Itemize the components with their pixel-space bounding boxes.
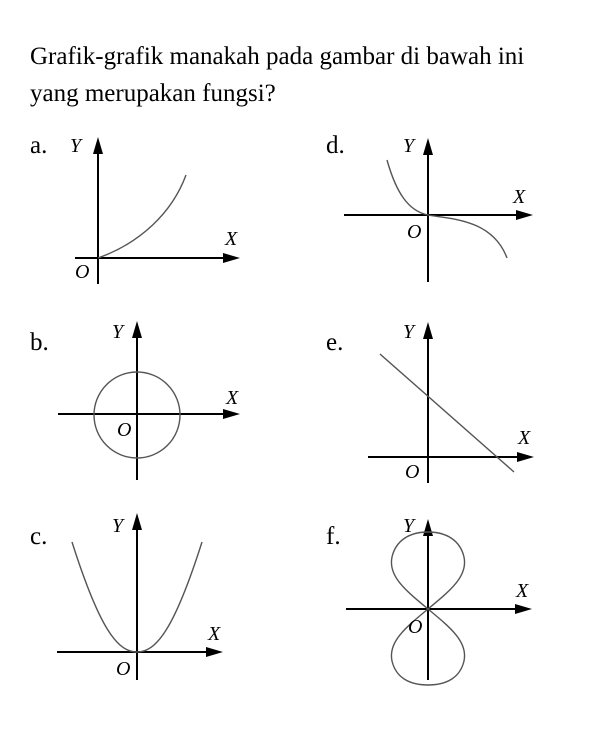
question-text: Grafik-grafik manakah pada gambar di bawah ini yang merupakan fungsi?	[30, 43, 525, 107]
graph-b-y-letter: Y	[112, 321, 124, 343]
graph-b-x-letter: X	[226, 387, 239, 409]
graph-b-origin-letter: O	[117, 419, 132, 441]
graph-d-x-letter: X	[513, 186, 526, 208]
graph-a-label: a.	[30, 132, 48, 159]
graph-d-label: d.	[326, 132, 345, 159]
graph-c-origin-letter: O	[116, 658, 131, 680]
graph-f-x-letter: X	[516, 580, 529, 602]
graph-e-label: e.	[326, 329, 344, 356]
graph-e-x-letter: X	[518, 427, 531, 449]
graph-f-label: f.	[326, 523, 341, 550]
graph-e-origin-letter: O	[405, 461, 420, 483]
graph-c-x-letter: X	[208, 623, 221, 645]
graph-c-label: c.	[30, 523, 48, 550]
graph-b-label: b.	[30, 329, 49, 356]
graph-f-x-arrowhead	[515, 604, 532, 614]
graph-f-origin-letter: O	[408, 616, 423, 638]
graph-c-y-letter: Y	[112, 515, 124, 537]
graph-a-origin-letter: O	[75, 261, 90, 283]
graph-a-x-letter: X	[225, 228, 238, 250]
graph-f-y-letter: Y	[403, 515, 415, 537]
graph-d-origin-letter: O	[407, 221, 422, 243]
graph-a-y-letter: Y	[70, 135, 82, 157]
graph-f-y-arrowhead	[423, 519, 433, 536]
graph-e-y-letter: Y	[403, 321, 415, 343]
graph-d-y-letter: Y	[403, 135, 415, 157]
